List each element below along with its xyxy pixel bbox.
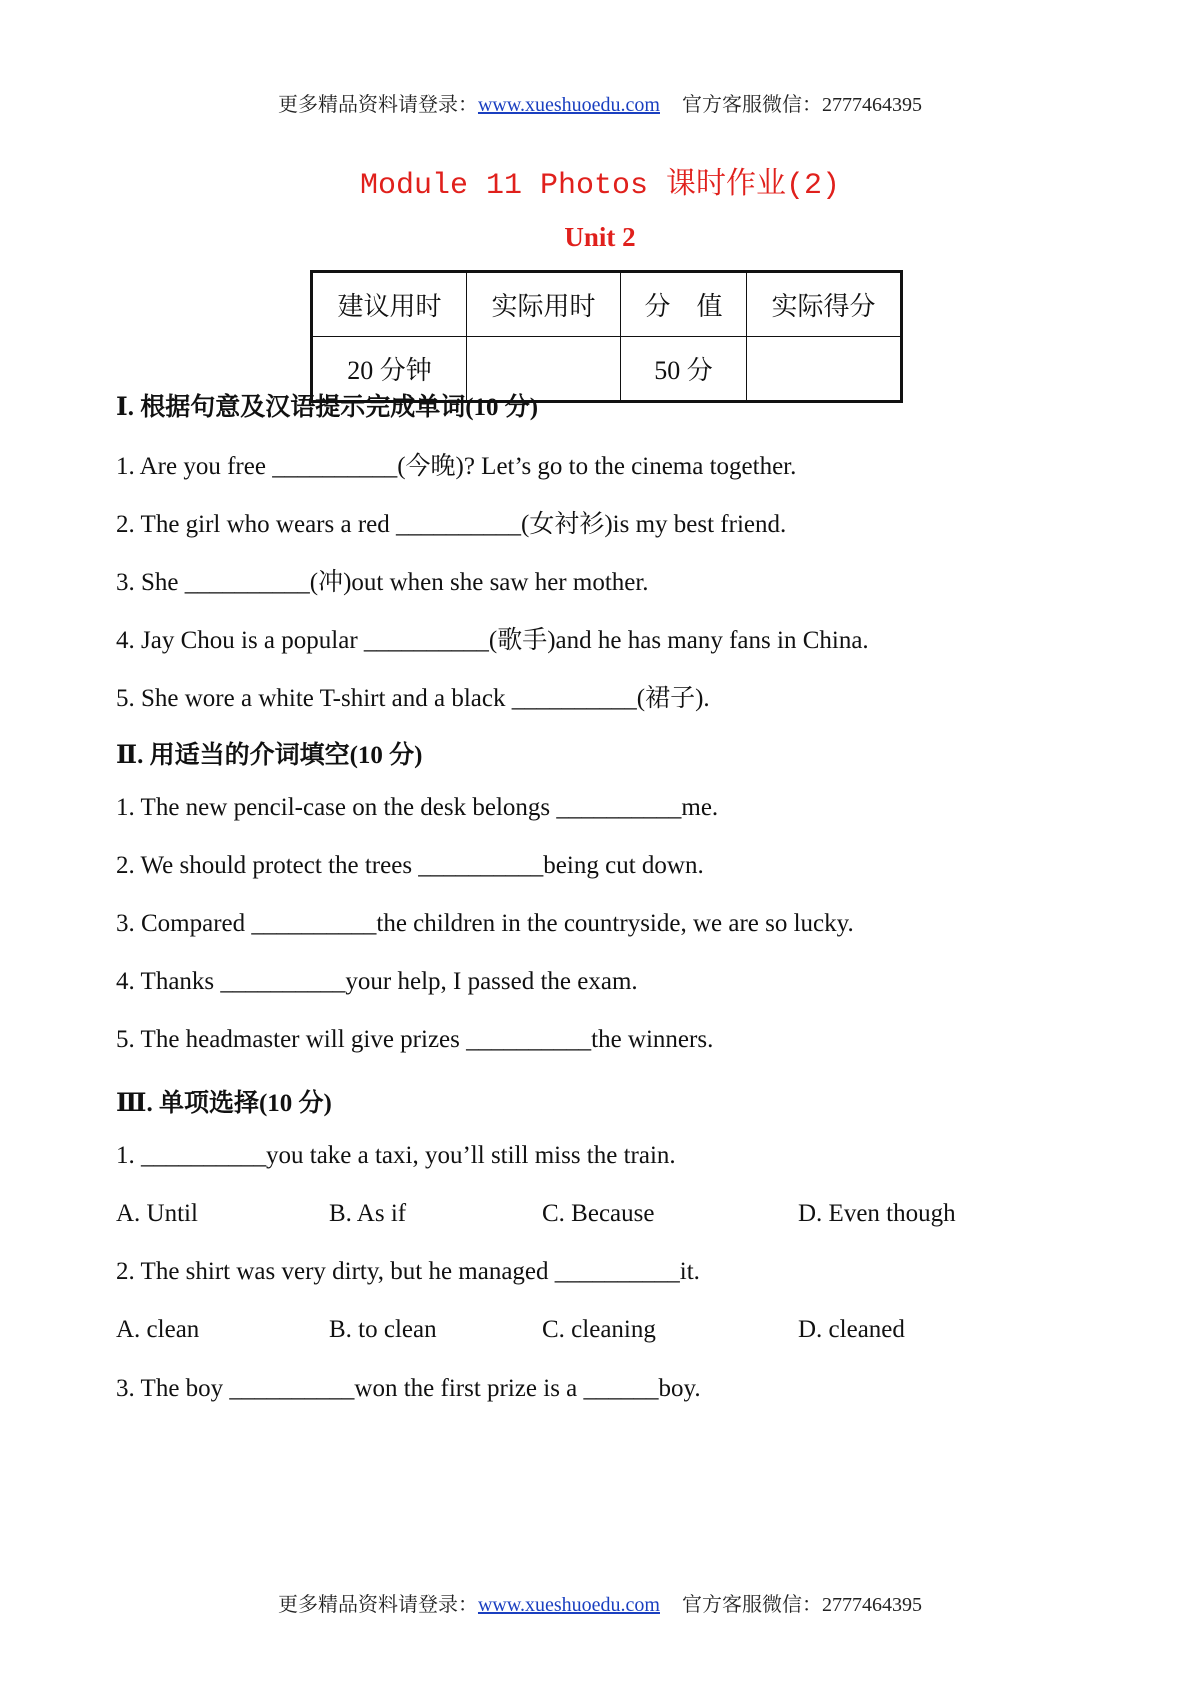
option-b[interactable]: B. As if <box>329 1200 407 1227</box>
question-stem: 1. __________you take a taxi, you’ll still miss the train. <box>116 1142 676 1169</box>
option-d[interactable]: D. Even though <box>798 1200 956 1227</box>
table-header-cell: 建议用时 <box>312 272 467 337</box>
table-header-row <box>312 272 902 337</box>
section-1-item: 1. Are you free __________(今晚)? Let’s go to the cinema together. <box>116 453 797 480</box>
header-service-contact: 官方客服微信：2777464395 <box>682 94 922 116</box>
score-value: 50 分 <box>621 337 747 402</box>
table-header-cell: 实际用时 <box>467 272 621 337</box>
section-2-item: 4. Thanks __________your help, I passed the exam. <box>116 968 638 995</box>
page-title: Module 11 Photos 课时作业(2) <box>359 169 841 203</box>
section-2-item: 1. The new pencil-case on the desk belongs __________me. <box>116 794 719 821</box>
footer-site-link[interactable]: www.xueshuoedu.com <box>477 1594 660 1616</box>
section-2-item: 3. Compared __________the children in the countryside, we are so lucky. <box>116 910 854 937</box>
section-2-heading: Ⅱ. 用适当的介词填空(10 分) <box>116 742 423 769</box>
section-1-item: 2. The girl who wears a red __________(女衬衫)is my best friend. <box>116 511 787 538</box>
table-header-cell: 分 值 <box>621 272 747 337</box>
table-header-cell: 实际得分 <box>747 272 902 337</box>
header-site-link[interactable]: www.xueshuoedu.com <box>477 94 660 116</box>
suggested-time-value: 20 分钟 <box>312 337 467 402</box>
page-footer <box>0 1588 1200 1617</box>
section-1-heading: Ⅰ. 根据句意及汉语提示完成单词(10 分) <box>116 394 539 421</box>
page-header <box>0 88 1200 117</box>
section-1-item: 3. She __________(冲)out when she saw her mother. <box>116 569 649 596</box>
option-c[interactable]: C. cleaning <box>542 1316 656 1343</box>
page-subtitle: Unit 2 <box>564 222 636 252</box>
section-1-item: 5. She wore a white T-shirt and a black __________(裙子). <box>116 685 710 712</box>
footer-prefix: 更多精品资料请登录： <box>277 1594 478 1616</box>
section-2-item: 2. We should protect the trees __________being cut down. <box>116 852 704 879</box>
footer-service-contact: 官方客服微信：2777464395 <box>682 1594 922 1616</box>
time-score-table <box>310 270 903 403</box>
section-2-item: 5. The headmaster will give prizes __________the winners. <box>116 1026 714 1053</box>
section-1-item: 4. Jay Chou is a popular __________(歌手)and he has many fans in China. <box>116 627 869 654</box>
question-stem: 3. The boy __________won the first prize is a ______boy. <box>116 1375 701 1402</box>
actual-score-cell[interactable] <box>747 337 902 402</box>
header-prefix: 更多精品资料请登录： <box>277 94 478 116</box>
option-a[interactable]: A. Until <box>116 1200 198 1227</box>
option-a[interactable]: A. clean <box>116 1316 200 1343</box>
question-stem: 2. The shirt was very dirty, but he managed __________it. <box>116 1258 700 1285</box>
option-b[interactable]: B. to clean <box>329 1316 437 1343</box>
option-d[interactable]: D. cleaned <box>798 1316 905 1343</box>
option-c[interactable]: C. Because <box>542 1200 655 1227</box>
section-3-heading: Ⅲ. 单项选择(10 分) <box>116 1090 332 1117</box>
